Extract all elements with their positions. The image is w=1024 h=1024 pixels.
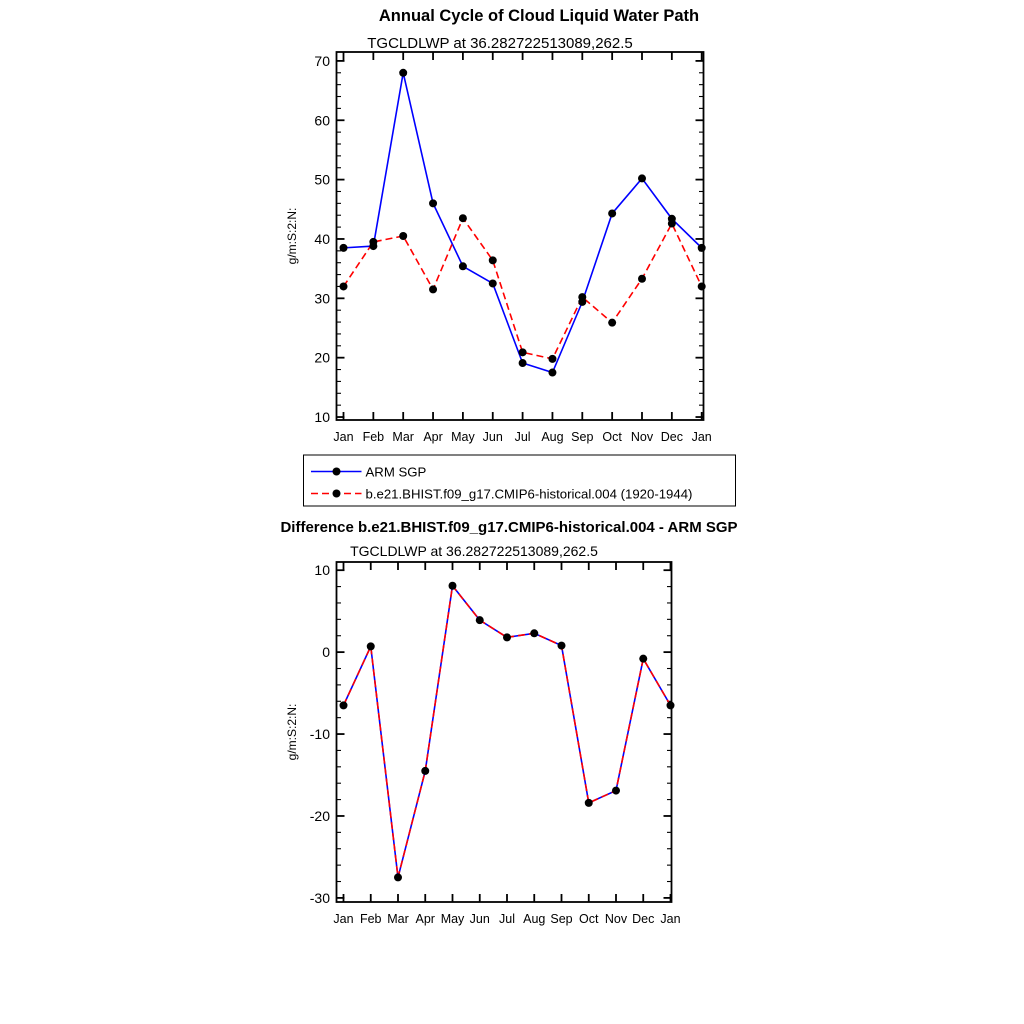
data-point-marker bbox=[638, 275, 646, 283]
y-tick-label: 10 bbox=[314, 409, 330, 426]
x-tick-label: Jul bbox=[499, 912, 515, 926]
data-point-marker bbox=[519, 348, 527, 356]
x-tick-label: Dec bbox=[660, 430, 683, 444]
difference-title: Difference b.e21.BHIST.f09_g17.CMIP6-historical.004 - ARM SGP bbox=[280, 519, 738, 536]
data-point-marker bbox=[489, 279, 497, 287]
difference-subtitle: TGCLDLWP at 36.282722513089,262.5 bbox=[350, 543, 598, 559]
x-tick-label: Jan bbox=[333, 912, 354, 926]
data-point-marker bbox=[369, 238, 377, 246]
data-point-marker bbox=[429, 285, 437, 293]
x-tick-label: Feb bbox=[362, 430, 385, 444]
data-point-marker bbox=[489, 256, 497, 264]
data-point-marker bbox=[399, 69, 407, 77]
data-point-marker bbox=[608, 209, 616, 217]
x-tick-label: Aug bbox=[541, 430, 564, 444]
data-point-marker bbox=[667, 701, 675, 709]
data-point-marker bbox=[340, 701, 348, 709]
y-tick-label: 60 bbox=[314, 112, 330, 129]
data-point-marker bbox=[459, 214, 467, 222]
data-point-marker bbox=[548, 355, 556, 363]
y-axis-label: g/m:S:2:N: bbox=[285, 703, 299, 761]
x-tick-label: Jun bbox=[482, 430, 503, 444]
data-point-marker bbox=[638, 174, 646, 182]
annual-cycle-subtitle: TGCLDLWP at 36.282722513089,262.5 bbox=[367, 35, 633, 52]
data-point-marker bbox=[399, 232, 407, 240]
annual-cycle-plot-area bbox=[285, 52, 712, 444]
legend-entry-b-e21-bhist-f09-g17-cmip6-historical-004: b.e21.BHIST.f09_g17.CMIP6-historical.004 (1920-1944) bbox=[365, 486, 693, 502]
x-tick-label: Sep bbox=[571, 430, 594, 444]
x-tick-label: Oct bbox=[602, 430, 622, 444]
data-point-marker bbox=[548, 369, 556, 377]
legend-marker bbox=[333, 468, 341, 476]
x-tick-label: Jan bbox=[333, 430, 354, 444]
data-point-marker bbox=[429, 199, 437, 207]
annual-cycle-title: Annual Cycle of Cloud Liquid Water Path bbox=[378, 7, 700, 25]
x-tick-label: Oct bbox=[579, 912, 599, 926]
x-tick-label: Aug bbox=[523, 912, 546, 926]
y-tick-label: 50 bbox=[314, 171, 330, 188]
data-point-marker bbox=[503, 633, 511, 641]
data-point-marker bbox=[530, 629, 538, 637]
x-tick-label: Jun bbox=[469, 912, 490, 926]
data-point-marker bbox=[340, 244, 348, 252]
data-point-marker bbox=[578, 293, 586, 301]
x-tick-label: Jul bbox=[514, 430, 531, 444]
data-point-marker bbox=[340, 282, 348, 290]
x-tick-label: Nov bbox=[630, 430, 654, 444]
y-tick-label: -20 bbox=[309, 807, 330, 824]
data-point-marker bbox=[585, 799, 593, 807]
y-tick-label: 70 bbox=[314, 52, 330, 69]
data-point-marker bbox=[698, 244, 706, 252]
x-tick-label: May bbox=[440, 912, 465, 926]
b-e21-bhist-f09-g17-cmip6-historical-004-line bbox=[344, 218, 702, 359]
y-tick-label: 30 bbox=[314, 290, 330, 307]
data-point-marker bbox=[519, 359, 527, 367]
data-point-marker bbox=[394, 873, 402, 881]
y-tick-label: 40 bbox=[314, 230, 330, 247]
data-point-marker bbox=[459, 262, 467, 270]
y-tick-label: 0 bbox=[322, 644, 330, 661]
legend-marker bbox=[333, 490, 341, 498]
x-tick-label: Sep bbox=[550, 912, 573, 926]
data-point-marker bbox=[558, 642, 566, 650]
x-tick-label: Apr bbox=[423, 430, 443, 444]
x-tick-label: Jan bbox=[660, 912, 681, 926]
data-point-marker bbox=[608, 319, 616, 327]
difference-chart bbox=[0, 512, 1024, 1024]
difference-plot-area bbox=[285, 562, 681, 926]
x-tick-label: Mar bbox=[392, 430, 414, 444]
legend-entry-arm-sgp: ARM SGP bbox=[365, 464, 427, 480]
y-tick-label: 20 bbox=[314, 349, 330, 366]
x-tick-label: Mar bbox=[387, 912, 409, 926]
arm-sgp-line bbox=[344, 73, 702, 373]
y-tick-label: -10 bbox=[309, 726, 330, 743]
data-point-marker bbox=[698, 282, 706, 290]
y-tick-label: 10 bbox=[314, 562, 330, 579]
x-tick-label: Apr bbox=[415, 912, 435, 926]
data-point-marker bbox=[421, 767, 429, 775]
data-point-marker bbox=[476, 616, 484, 624]
legend bbox=[304, 455, 736, 506]
x-tick-label: Dec bbox=[632, 912, 655, 926]
x-tick-label: May bbox=[451, 430, 475, 444]
data-point-marker bbox=[449, 582, 457, 590]
x-tick-label: Nov bbox=[604, 912, 628, 926]
data-point-marker bbox=[367, 642, 375, 650]
plot-frame bbox=[337, 562, 672, 902]
y-tick-label: -30 bbox=[309, 889, 330, 906]
data-point-marker bbox=[639, 655, 647, 663]
difference-overlay-line bbox=[344, 586, 671, 878]
x-tick-label: Jan bbox=[691, 430, 712, 444]
data-point-marker bbox=[612, 787, 620, 795]
x-tick-label: Feb bbox=[359, 912, 382, 926]
y-axis-label: g/m:S:2:N: bbox=[285, 207, 299, 265]
data-point-marker bbox=[668, 220, 676, 228]
